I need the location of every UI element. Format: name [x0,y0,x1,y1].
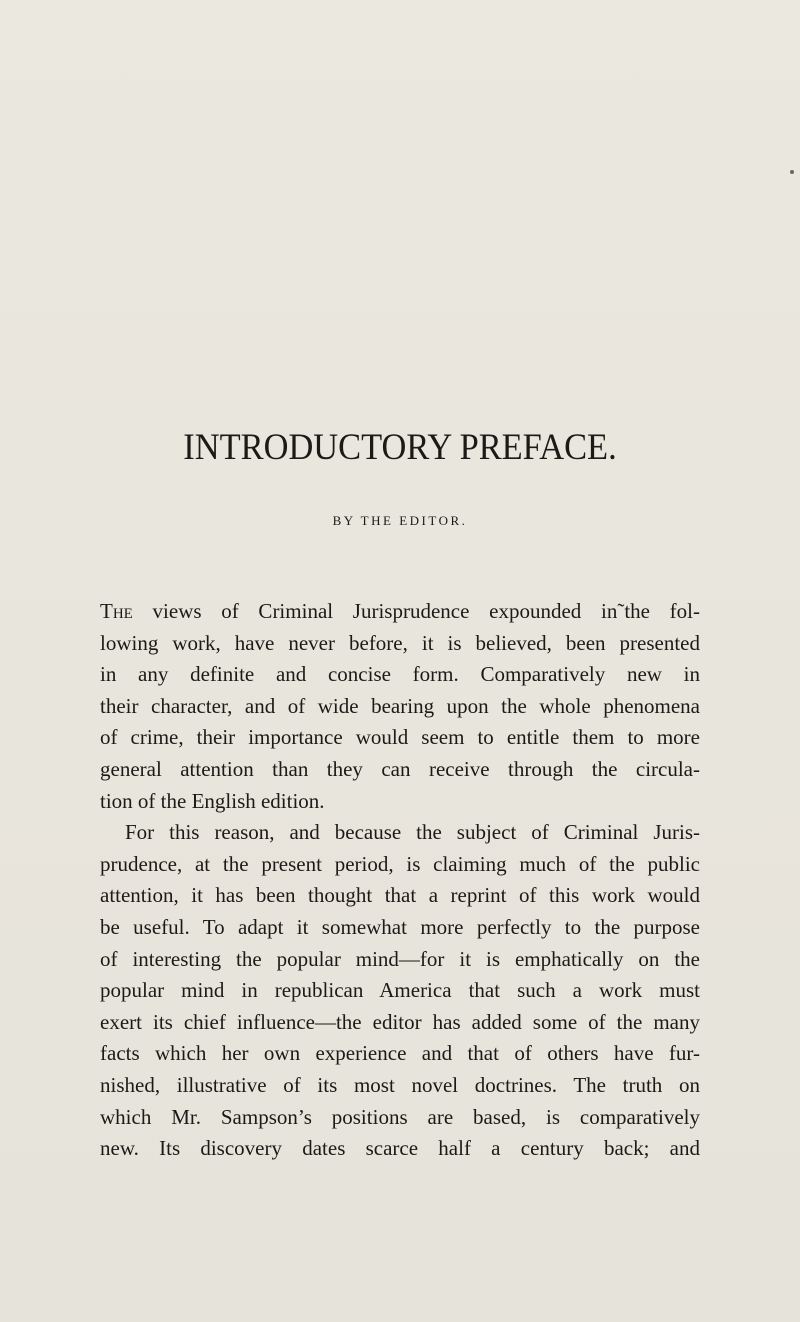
text-line-10: attention, it has been thought that a reprint of this work would [100,883,700,908]
text-line-13: popular mind in republican America that such a work must [100,978,700,1003]
page-subtitle: BY THE EDITOR. [332,513,468,528]
text-line-3: in any definite and concise form. Comparatively new in [100,662,700,687]
text-line-5: of crime, their importance would seem to entitle them to more [100,725,700,750]
preface-body [100,596,700,1165]
text-line-15: facts which her own experience and that of others have fur- [100,1041,700,1066]
text-line-17: which Mr. Sampson’s positions are based, is comparatively [100,1104,700,1129]
text-line-1 [100,596,700,628]
text-line-9: prudence, at the present period, is claiming much of the public [100,851,700,876]
text-line-1-rest: views of Criminal Jurisprudence expounded in˜the fol- [132,599,700,623]
first-word: The [100,599,133,623]
text-line-11: be useful. To adapt it somewhat more perfectly to the purpose [100,914,700,939]
page-title: INTRODUCTORY PREFACE. [183,427,617,468]
text-line-6: general attention than they can receive through the circula- [100,756,700,781]
text-line-7: tion of the English edition. [100,788,325,813]
text-line-2: lowing work, have never before, it is believed, been presented [100,630,700,655]
text-line-14: exert its chief influence—the editor has added some of the many [100,1009,700,1034]
text-line-16: nished, illustrative of its most novel doctrines. The truth on [100,1072,700,1097]
text-line-4: their character, and of wide bearing upon the whole phenomena [100,693,700,718]
page-speck [790,170,794,174]
text-line-12: of interesting the popular mind—for it is emphatically on the [100,946,700,971]
text-line-8: For this reason, and because the subject of Criminal Juris- [125,820,700,845]
text-line-18: new. Its discovery dates scarce half a century back; and [100,1136,700,1161]
